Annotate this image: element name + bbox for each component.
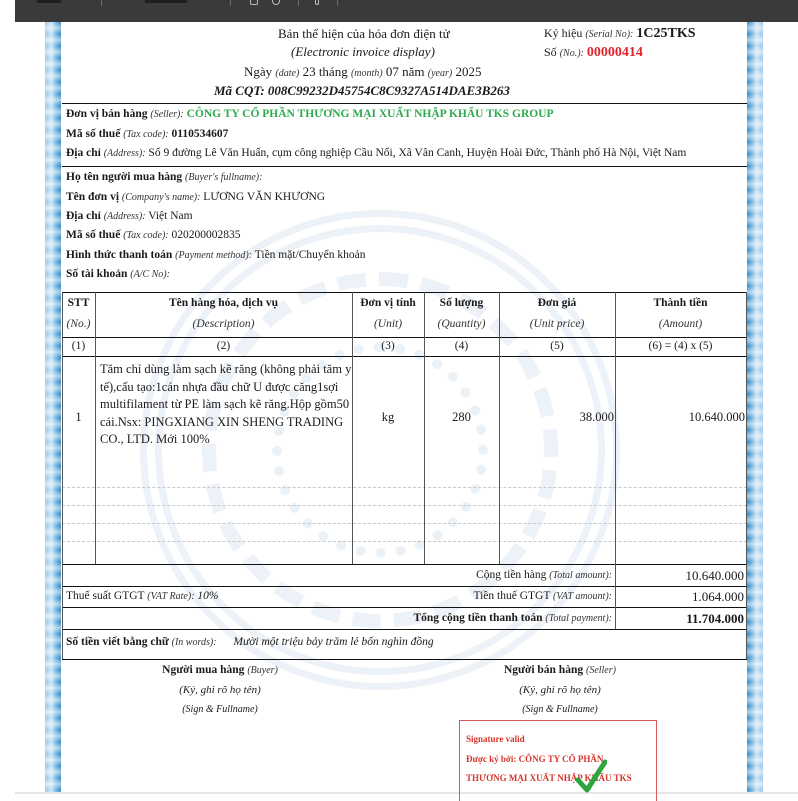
- year-label: năm: [402, 64, 425, 79]
- month-label-en: (month): [350, 68, 383, 79]
- words-value: Mười một triệu bảy trăm lẻ bốn nghìn đồng: [233, 636, 434, 648]
- buyer-address-row: [66, 210, 193, 222]
- label-en: (Company's name):: [121, 192, 201, 203]
- col-index: (6) = (4) x (5): [648, 340, 713, 352]
- signature-status: Signature valid: [466, 734, 525, 744]
- vat-rate: [66, 590, 219, 602]
- invoice-number: [544, 45, 643, 61]
- col-header-no: STT: [67, 297, 90, 309]
- label-en: (Seller): [585, 665, 616, 676]
- label-en: (VAT amount):: [553, 591, 612, 602]
- label-en: (Total payment):: [545, 613, 612, 624]
- seller-sign-note: (Ký, ghi rõ họ tên): [519, 684, 601, 696]
- item-description: Tăm chỉ dùng làm sạch kẽ răng (không phải tăm y tế),cấu tạo:1cán nhựa đầu chữ U được căng1sợi multifilament từ PE làm sạch kẽ răng.Hộp gồm50 cái.Nsx: PINGXIANG XIN SHENG TRADING CO., LTD. Mới 100%: [100, 362, 352, 446]
- label: Địa chỉ: [66, 147, 101, 159]
- vat-rate-value: 10%: [197, 590, 219, 602]
- col-header-description: Tên hàng hóa, dịch vụ: [169, 297, 278, 309]
- seller-address-row: [66, 147, 686, 159]
- divider: [62, 166, 747, 167]
- number-value: 00000414: [586, 45, 643, 60]
- col-header-description-en: (Description): [192, 318, 255, 330]
- table-border: [62, 337, 747, 338]
- buyer-tax-code: 020200002835: [171, 229, 241, 241]
- empty-row-line: [62, 523, 747, 524]
- print-icon[interactable]: [250, 0, 258, 5]
- table-border: [62, 586, 747, 587]
- label-en: (Address):: [103, 148, 146, 159]
- buyer-sign-note: (Ký, ghi rõ họ tên): [179, 684, 261, 696]
- item-unit-price: 38.000: [579, 410, 614, 424]
- table-border: [62, 607, 747, 608]
- toolbar-button[interactable]: [37, 0, 61, 3]
- toolbar-separator: [337, 0, 338, 6]
- date-day: 23: [302, 64, 316, 79]
- col-index: (3): [381, 340, 395, 352]
- label-en: (Address):: [103, 211, 146, 222]
- label-en: (Buyer's fullname):: [185, 172, 263, 183]
- signed-by-line2: THƯƠNG MẠI XUẤT NHẬP KHẨU TKS: [466, 773, 632, 783]
- seller-tax-code: 0110534607: [171, 128, 229, 140]
- label: Hình thức thanh toán: [66, 249, 173, 261]
- empty-row-line: [62, 541, 747, 542]
- number-label: Số: [544, 45, 557, 59]
- more-icon[interactable]: [315, 0, 319, 5]
- label-en: (Seller):: [150, 109, 184, 120]
- buyer-fullname-row: [66, 171, 262, 183]
- col-header-unit-en: (Unit): [373, 318, 403, 330]
- empty-row-line: [62, 487, 747, 488]
- subtotal-value: 10.640.000: [685, 568, 744, 583]
- payment-method: Tiền mặt/Chuyển khoản: [254, 249, 366, 261]
- table-border: [62, 629, 747, 630]
- label: Cộng tiền hàng: [476, 569, 547, 581]
- buyer-tax-row: [66, 229, 241, 241]
- date-year: 2025: [455, 64, 482, 79]
- item-unit: kg: [381, 410, 395, 424]
- col-index: (4): [454, 340, 469, 352]
- seller-name: CÔNG TY CỔ PHẦN THƯƠNG MẠI XUẤT NHẬP KHẨU TKS GROUP: [186, 108, 554, 120]
- serial-label: Ký hiệu: [544, 26, 583, 40]
- table-top-border: [62, 292, 747, 293]
- number-label-en: (No.):: [559, 48, 584, 59]
- label: Tiền thuế GTGT: [473, 590, 551, 602]
- year-label-en: (year): [427, 68, 453, 79]
- col-header-quantity: Số lượng: [439, 297, 484, 309]
- vat-amount-label: [400, 590, 612, 602]
- label-en: (Total amount):: [549, 570, 612, 581]
- label: Đơn vị bán hàng: [66, 108, 148, 120]
- buyer-sign-note-en: (Sign & Fullname): [182, 704, 258, 715]
- seller-address: Số 9 đường Lê Văn Huấn, cụm công nghiệp Cầu Nổi, Xã Vân Canh, Huyện Hoài Đức, Thành phố Hà Nội, Việt Nam: [148, 147, 687, 159]
- date-label: Ngày: [244, 64, 273, 79]
- col-sep: [499, 292, 500, 564]
- invoice-title: Bản thể hiện của hóa đơn điện tử: [278, 26, 450, 41]
- label-en: (Tax code):: [123, 129, 169, 140]
- label: Số tiền viết bằng chữ: [66, 636, 169, 648]
- label: Người bán hàng: [504, 664, 584, 676]
- col-header-no-en: (No.): [66, 318, 91, 330]
- invoice-subtitle: (Electronic invoice display): [291, 44, 435, 59]
- table-border: [746, 292, 747, 659]
- account-row: [66, 268, 170, 280]
- item-amount: 10.640.000: [688, 410, 745, 424]
- empty-row-line: [62, 505, 747, 506]
- col-header-unit-price-en: (Unit price): [529, 318, 585, 330]
- label: Mã số thuế: [66, 128, 121, 140]
- label-en: (A/C No):: [130, 269, 170, 280]
- serial-value: 1C25TKS: [636, 26, 696, 41]
- label: Tên đơn vị: [66, 191, 120, 203]
- check-mark-icon: [575, 758, 607, 794]
- col-header-unit: Đơn vị tính: [360, 297, 416, 309]
- date-month: 07: [385, 64, 399, 79]
- invoice-date: [244, 64, 481, 80]
- label: Số tài khoản: [66, 268, 128, 280]
- label-en: (In words):: [171, 637, 217, 648]
- month-label: tháng: [318, 64, 348, 79]
- cqt-code: Mã CQT: 008C99232D45754C8C9327A514DAE3B263: [214, 83, 510, 98]
- table-border: [62, 356, 747, 357]
- col-header-amount: Thành tiền: [653, 297, 708, 309]
- vat-amount-value: 1.064.000: [692, 589, 744, 604]
- label-en: (Payment method):: [175, 250, 253, 261]
- label-en: (Tax code):: [123, 230, 169, 241]
- label: Mã số thuế: [66, 229, 121, 241]
- decorative-border-left: [45, 22, 61, 792]
- signed-by-line1: Được ký bởi: CÔNG TY CỔ PHẦN: [466, 754, 604, 764]
- buyer-company-row: [66, 191, 325, 203]
- download-icon[interactable]: [272, 0, 280, 5]
- item-no: 1: [75, 410, 82, 424]
- label: Họ tên người mua hàng: [66, 171, 183, 183]
- date-label-en: (date): [275, 68, 300, 79]
- total-payment-label: [360, 612, 612, 624]
- toolbar-separator: [101, 0, 102, 6]
- seller-sign-note-en: (Sign & Fullname): [522, 704, 598, 715]
- buyer-company: LƯƠNG VĂN KHƯƠNG: [203, 191, 326, 203]
- viewer-toolbar: [15, 0, 798, 22]
- label: Người mua hàng: [162, 664, 245, 676]
- decorative-border-right: [747, 22, 763, 792]
- label-en: (Buyer): [247, 665, 278, 676]
- label: Tổng cộng tiền thanh toán: [413, 612, 543, 624]
- seller-name-row: [66, 108, 554, 120]
- seller-signature-title: [460, 664, 660, 676]
- col-sep: [424, 292, 425, 564]
- label-en: (VAT Rate):: [147, 591, 195, 602]
- toolbar-separator: [230, 0, 231, 6]
- label: Địa chỉ: [66, 210, 101, 222]
- divider: [62, 103, 747, 104]
- col-header-amount-en: (Amount): [658, 318, 703, 330]
- page-bottom-edge: [15, 792, 798, 794]
- col-index: (5): [550, 340, 564, 352]
- toolbar-button[interactable]: [145, 0, 187, 3]
- amount-in-words: [66, 636, 434, 648]
- seller-tax-row: [66, 128, 228, 140]
- col-index: (2): [216, 340, 231, 352]
- item-quantity: 280: [452, 410, 471, 424]
- label: Thuế suất GTGT: [66, 590, 145, 602]
- buyer-signature-title: [120, 664, 320, 676]
- serial-number: [544, 26, 696, 42]
- col-header-unit-price: Đơn giá: [537, 297, 577, 309]
- subtotal-label: [400, 569, 612, 581]
- toolbar-separator: [298, 0, 299, 6]
- table-border: [62, 659, 747, 660]
- table-border: [62, 564, 747, 565]
- serial-label-en: (Serial No):: [585, 29, 634, 40]
- payment-method-row: [66, 249, 366, 261]
- buyer-address: Việt Nam: [148, 210, 193, 222]
- col-sep: [352, 292, 353, 564]
- col-index: (1): [71, 340, 86, 352]
- col-sep: [95, 292, 96, 564]
- col-header-quantity-en: (Quantity): [437, 318, 486, 330]
- total-payment-value: 11.704.000: [686, 611, 744, 626]
